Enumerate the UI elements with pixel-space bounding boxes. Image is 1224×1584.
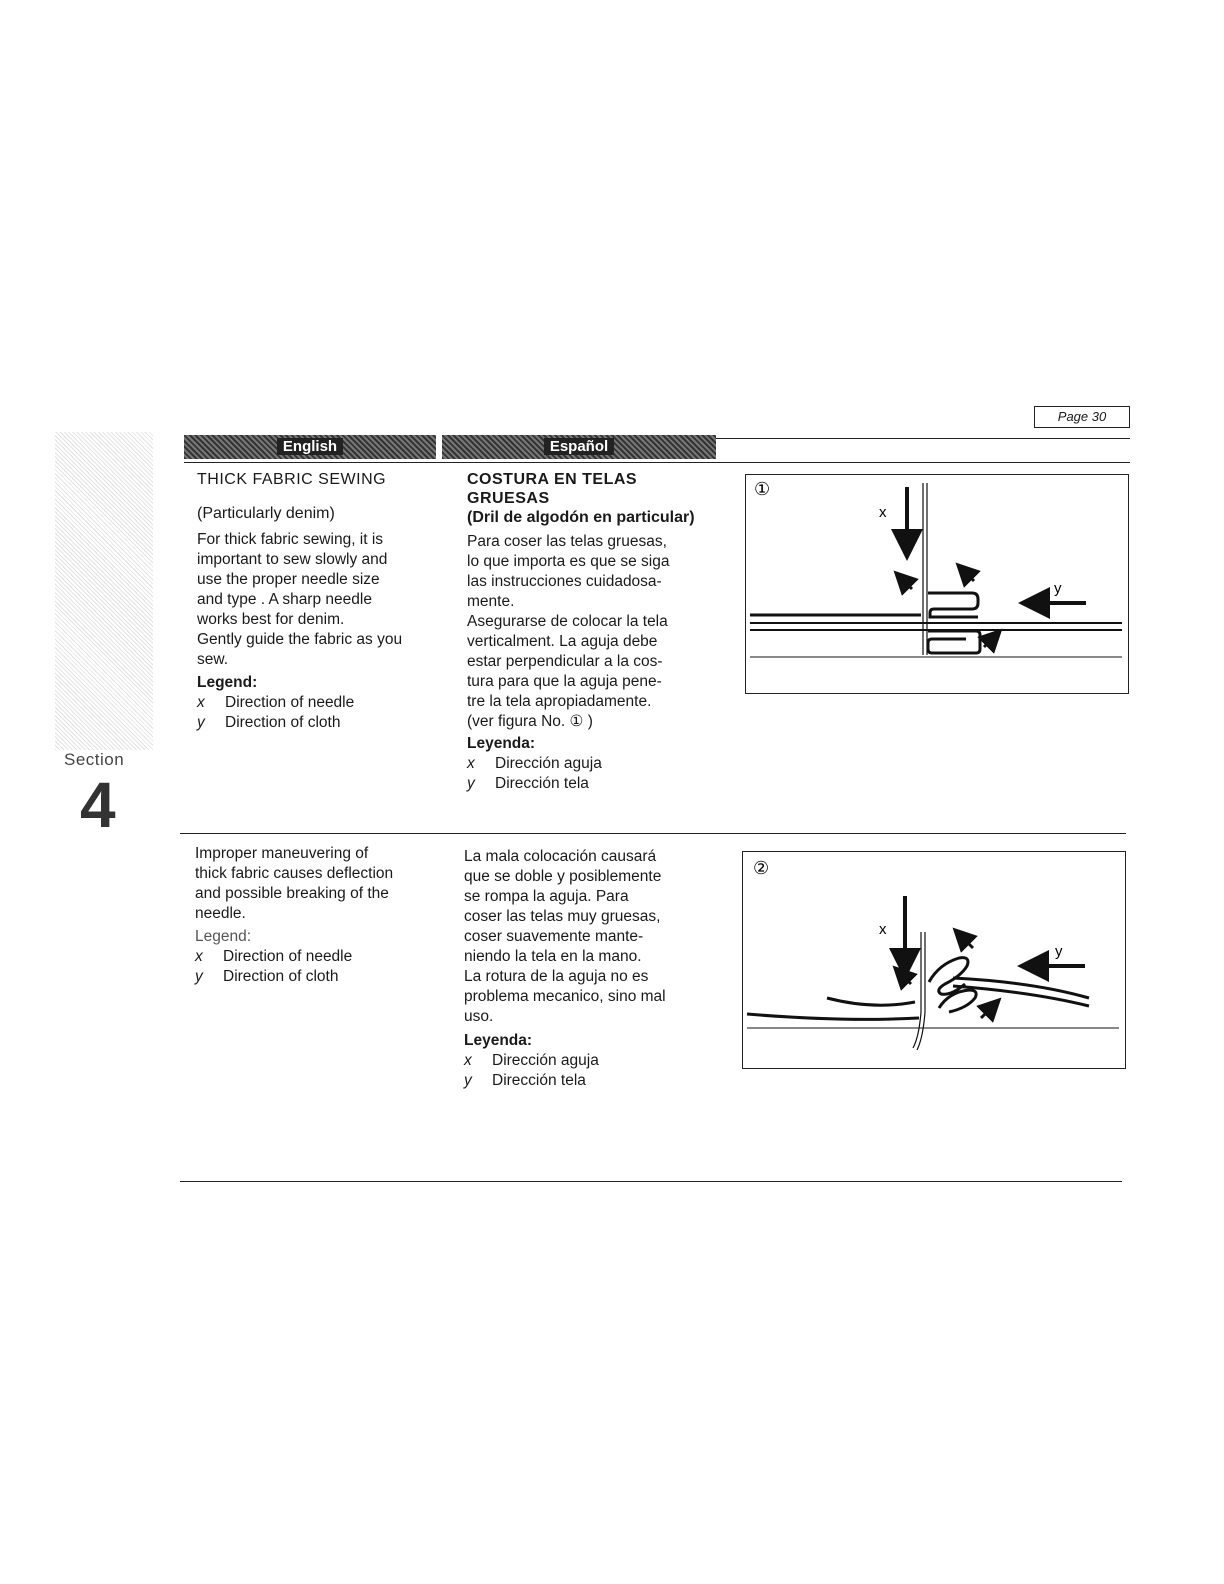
block1-es-legend-title: Leyenda: bbox=[467, 735, 536, 752]
body-line: niendo la tela en la mano. bbox=[464, 948, 642, 965]
legend-item: x Dirección aguja bbox=[467, 755, 602, 772]
page-number-label: Page 30 bbox=[1034, 406, 1130, 428]
body-line: sew. bbox=[197, 651, 229, 668]
block1-es-title bbox=[467, 470, 717, 508]
body-line: tura para que la aguja pene- bbox=[467, 673, 662, 690]
figure-1-drawing bbox=[746, 475, 1128, 693]
block2-english-column bbox=[195, 844, 439, 987]
body-line: Improper maneuvering of bbox=[195, 845, 369, 862]
figure-1 bbox=[745, 474, 1129, 694]
body-line: and possible breaking of the bbox=[195, 885, 389, 902]
figure-2-drawing bbox=[743, 852, 1125, 1068]
block2-en-legend-title: Legend: bbox=[195, 928, 252, 945]
small-arrow bbox=[902, 579, 912, 589]
figure-2 bbox=[742, 851, 1126, 1069]
body-line: verticalment. La aguja debe bbox=[467, 633, 658, 650]
body-line: (ver figura No. ① ) bbox=[467, 713, 593, 730]
small-arrow bbox=[964, 571, 974, 581]
block1-english-column bbox=[197, 470, 441, 733]
language-tab-english: English bbox=[184, 435, 436, 459]
small-arrow bbox=[984, 637, 994, 647]
body-line: Asegurarse de colocar la tela bbox=[467, 613, 668, 630]
body-line: coser las telas muy gruesas, bbox=[464, 908, 661, 925]
body-line: mente. bbox=[467, 593, 515, 610]
small-arrow bbox=[901, 974, 911, 984]
block2-spanish-column bbox=[464, 847, 714, 1091]
body-line: coser suavemente mante- bbox=[464, 928, 644, 945]
fabric-layer bbox=[827, 998, 915, 1005]
body-line: las instrucciones cuidadosa- bbox=[467, 573, 662, 590]
body-line: La rotura de la aguja no es bbox=[464, 968, 649, 985]
body-line: lo que importa es que se siga bbox=[467, 553, 670, 570]
body-line: se rompa la aguja. Para bbox=[464, 888, 629, 905]
legend-item: y Dirección tela bbox=[467, 775, 589, 792]
block1-es-body bbox=[467, 532, 717, 732]
legend-item: x Direction of needle bbox=[195, 948, 353, 965]
body-line: Para coser las telas gruesas, bbox=[467, 533, 667, 550]
fabric-layer bbox=[747, 1014, 919, 1019]
legend-item: x Dirección aguja bbox=[464, 1052, 599, 1069]
bent-needle bbox=[913, 932, 921, 1048]
legend-item: y Direction of cloth bbox=[197, 714, 341, 731]
body-line: needle. bbox=[195, 905, 246, 922]
body-line: Gently guide the fabric as you bbox=[197, 631, 403, 648]
fabric-layer bbox=[953, 986, 1089, 1006]
block1-en-legend-title: Legend: bbox=[197, 674, 258, 691]
body-line: works best for denim. bbox=[197, 611, 345, 628]
body-line: and type . A sharp needle bbox=[197, 591, 372, 608]
block1-en-subtitle: (Particularly denim) bbox=[197, 505, 335, 522]
crumpled-fold bbox=[929, 958, 968, 995]
legend-item: y Dirección tela bbox=[464, 1072, 586, 1089]
sidebar-texture bbox=[55, 432, 153, 750]
footer-rule bbox=[180, 1181, 1122, 1182]
block1-es-subtitle: (Dril de algodón en particular) bbox=[467, 509, 695, 526]
body-line: use the proper needle size bbox=[197, 571, 380, 588]
section-number: 4 bbox=[80, 769, 116, 841]
header-rule bbox=[716, 438, 1130, 439]
figure-1-number: ① bbox=[754, 479, 771, 499]
body-line: thick fabric causes deflection bbox=[195, 865, 394, 882]
block2-es-legend-title: Leyenda: bbox=[464, 1032, 533, 1049]
y-label: y bbox=[1055, 943, 1063, 960]
title-line: GRUESAS bbox=[467, 490, 550, 507]
x-label: x bbox=[879, 921, 887, 938]
body-line: For thick fabric sewing, it is bbox=[197, 531, 384, 548]
body-line: estar perpendicular a la cos- bbox=[467, 653, 663, 670]
y-label: y bbox=[1054, 580, 1062, 597]
body-line: problema mecanico, sino mal bbox=[464, 988, 666, 1005]
block1-en-title: THICK FABRIC SEWING bbox=[197, 471, 387, 488]
folded-seam-top bbox=[928, 593, 978, 617]
small-arrow bbox=[981, 1006, 993, 1018]
section-label: Section bbox=[64, 750, 125, 769]
block1-spanish-column bbox=[467, 470, 717, 794]
body-line: La mala colocación causará bbox=[464, 848, 657, 865]
body-line: que se doble y posiblemente bbox=[464, 868, 662, 885]
legend-item: y Direction of cloth bbox=[195, 968, 339, 985]
header-underline bbox=[184, 462, 1130, 463]
folded-seam-bottom bbox=[928, 631, 980, 653]
small-arrow bbox=[961, 936, 973, 948]
figure-2-number: ② bbox=[753, 858, 770, 878]
language-tab-spanish: Español bbox=[442, 435, 716, 459]
body-line: uso. bbox=[464, 1008, 494, 1025]
x-label: x bbox=[879, 504, 887, 521]
body-line: important to sew slowly and bbox=[197, 551, 388, 568]
legend-item: x Direction of needle bbox=[197, 694, 355, 711]
block-separator bbox=[180, 833, 1126, 834]
body-line: tre la tela apropiadamente. bbox=[467, 693, 652, 710]
title-line: COSTURA EN TELAS bbox=[467, 471, 638, 488]
block1-en-body bbox=[197, 530, 441, 670]
